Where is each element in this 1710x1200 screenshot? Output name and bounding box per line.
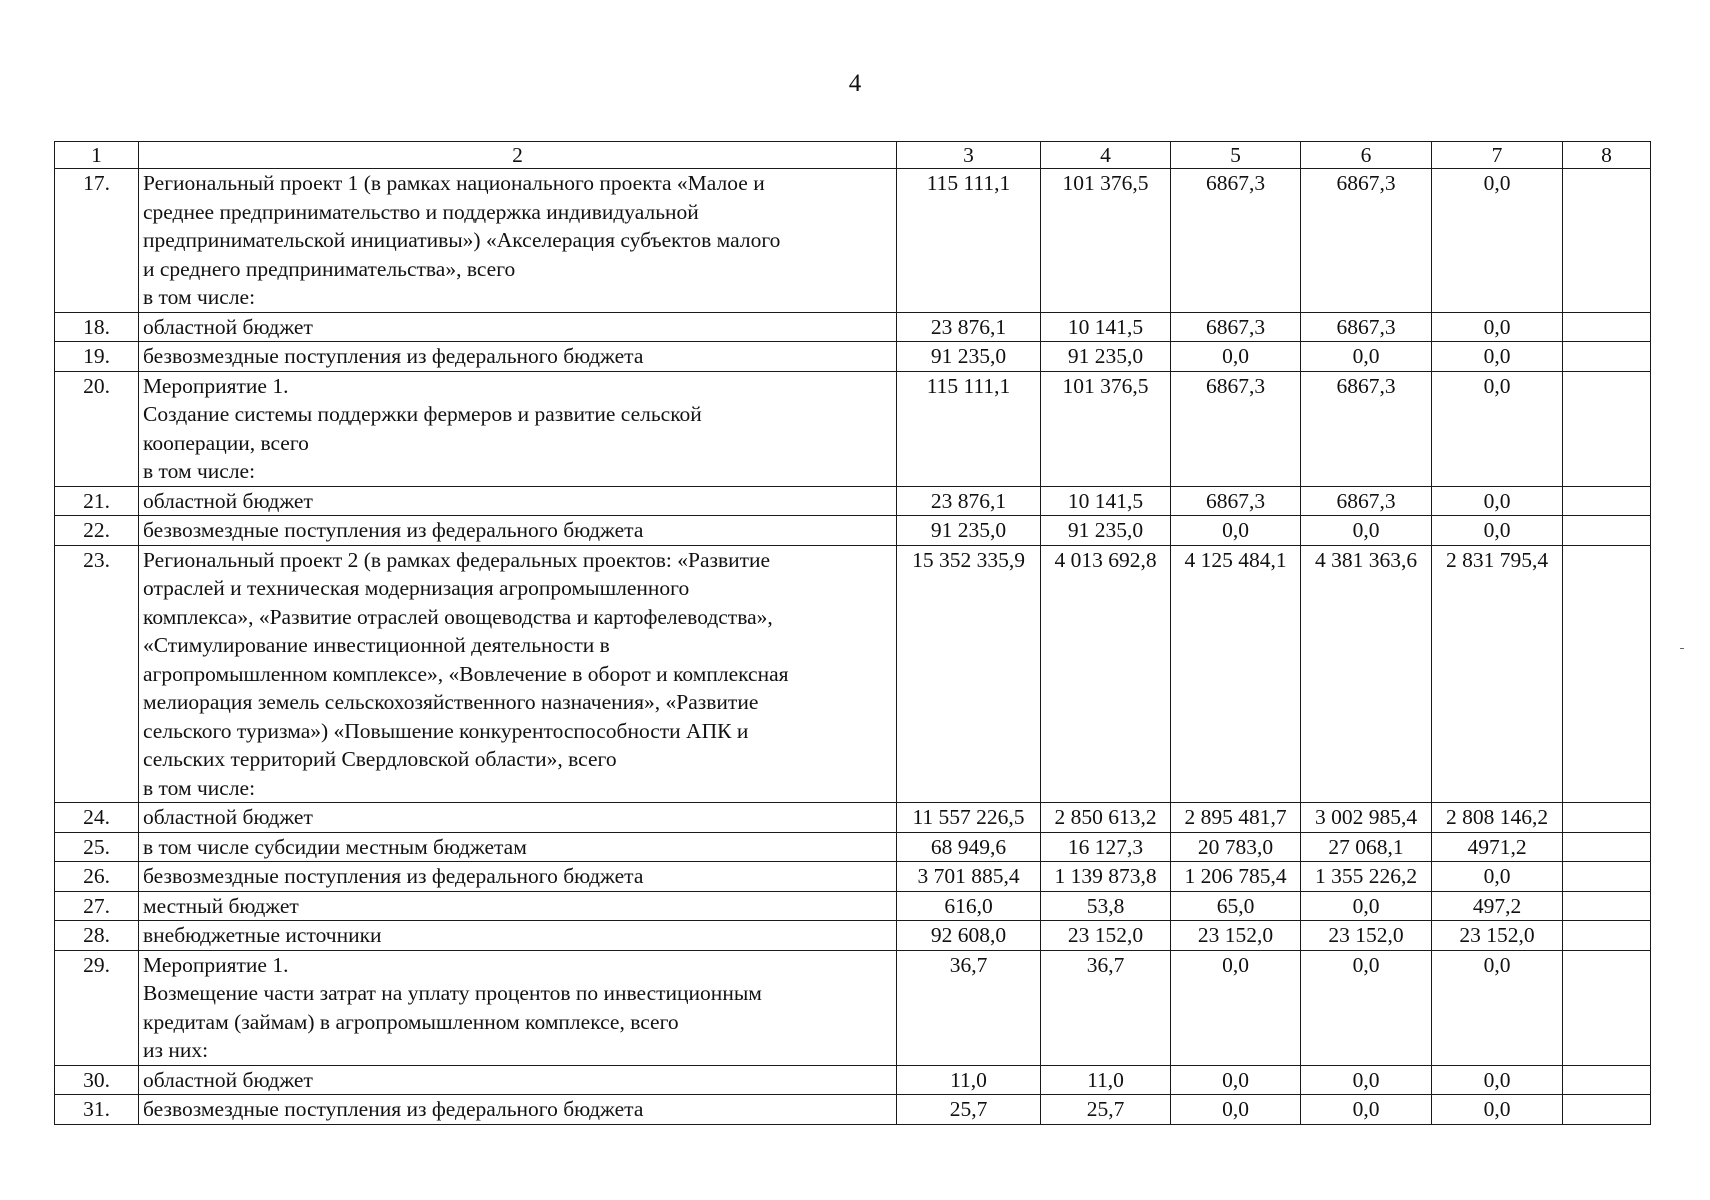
row-value: 4 381 363,6 [1301, 545, 1432, 803]
row-description: безвозмездные поступления из федерального бюджета [139, 1095, 897, 1125]
table-row [55, 516, 1651, 546]
column-header: 8 [1563, 142, 1651, 169]
row-value: 4 125 484,1 [1171, 545, 1301, 803]
table-header-row [55, 142, 1651, 169]
row-value: 2 831 795,4 [1432, 545, 1563, 803]
row-value: 0,0 [1301, 950, 1432, 1065]
row-value: 0,0 [1432, 312, 1563, 342]
row-value: 101 376,5 [1041, 169, 1171, 313]
row-value: 0,0 [1432, 1095, 1563, 1125]
row-value: 91 235,0 [1041, 516, 1171, 546]
table-row [55, 803, 1651, 833]
row-note [1563, 371, 1651, 486]
row-value: 0,0 [1301, 891, 1432, 921]
row-value: 23 152,0 [1301, 921, 1432, 951]
row-note [1563, 950, 1651, 1065]
table-body [55, 169, 1651, 1125]
row-value: 23 876,1 [897, 312, 1041, 342]
column-header: 4 [1041, 142, 1171, 169]
row-value: 0,0 [1432, 1065, 1563, 1095]
row-note [1563, 862, 1651, 892]
row-note [1563, 486, 1651, 516]
row-value: 0,0 [1432, 862, 1563, 892]
row-number: 22. [55, 516, 139, 546]
row-value: 91 235,0 [1041, 342, 1171, 372]
row-value: 11,0 [897, 1065, 1041, 1095]
row-value: 6867,3 [1171, 169, 1301, 313]
row-value: 6867,3 [1171, 371, 1301, 486]
row-number: 26. [55, 862, 139, 892]
row-number: 19. [55, 342, 139, 372]
row-value: 25,7 [897, 1095, 1041, 1125]
table-row [55, 832, 1651, 862]
table-row [55, 545, 1651, 803]
row-description: областной бюджет [139, 312, 897, 342]
row-value: 6867,3 [1171, 486, 1301, 516]
row-note [1563, 803, 1651, 833]
table-row [55, 950, 1651, 1065]
row-description: в том числе субсидии местным бюджетам [139, 832, 897, 862]
row-description: Мероприятие 1. Создание системы поддержки фермеров и развитие сельской кооперации, всего в том числе: [139, 371, 897, 486]
row-value: 65,0 [1171, 891, 1301, 921]
row-value: 20 783,0 [1171, 832, 1301, 862]
row-value: 0,0 [1301, 342, 1432, 372]
row-value: 0,0 [1432, 516, 1563, 546]
row-value: 3 701 885,4 [897, 862, 1041, 892]
row-value: 1 355 226,2 [1301, 862, 1432, 892]
row-value: 10 141,5 [1041, 312, 1171, 342]
row-value: 0,0 [1432, 486, 1563, 516]
table-row [55, 342, 1651, 372]
column-header: 6 [1301, 142, 1432, 169]
row-number: 29. [55, 950, 139, 1065]
column-header: 7 [1432, 142, 1563, 169]
row-number: 24. [55, 803, 139, 833]
row-number: 21. [55, 486, 139, 516]
row-value: 101 376,5 [1041, 371, 1171, 486]
row-description: безвозмездные поступления из федерального бюджета [139, 862, 897, 892]
row-value: 0,0 [1432, 342, 1563, 372]
table-row [55, 486, 1651, 516]
row-number: 17. [55, 169, 139, 313]
row-number: 27. [55, 891, 139, 921]
row-value: 68 949,6 [897, 832, 1041, 862]
row-note [1563, 1065, 1651, 1095]
row-note [1563, 545, 1651, 803]
row-description: областной бюджет [139, 486, 897, 516]
row-description: областной бюджет [139, 803, 897, 833]
row-value: 2 895 481,7 [1171, 803, 1301, 833]
row-value: 36,7 [1041, 950, 1171, 1065]
row-value: 6867,3 [1301, 371, 1432, 486]
row-value: 616,0 [897, 891, 1041, 921]
budget-table [54, 141, 1651, 1125]
row-value: 25,7 [1041, 1095, 1171, 1125]
row-description: Региональный проект 1 (в рамках национального проекта «Малое и среднее предпринимательство и поддержка индивидуальной предпринимательской инициативы») «Акселерация субъектов малого и среднего предпринимательства», всего в том числе: [139, 169, 897, 313]
row-value: 4 013 692,8 [1041, 545, 1171, 803]
row-value: 91 235,0 [897, 342, 1041, 372]
row-description: внебюджетные источники [139, 921, 897, 951]
row-description: безвозмездные поступления из федерального бюджета [139, 516, 897, 546]
row-description: Региональный проект 2 (в рамках федеральных проектов: «Развитие отраслей и техническая модернизация агропромышленного комплекса», «Развитие отраслей овощеводства и картофелеводства», «Стимулирование инвестиционной деятельности в агропромышленном комплексе», «Вовлечение в оборот и комплексная мелиорация земель сельскохозяйственного назначения», «Развитие сельского туризма») «Повышение конкурентоспособности АПК и сельских территорий Свердловской области», всего в том числе: [139, 545, 897, 803]
row-value: 23 152,0 [1432, 921, 1563, 951]
row-value: 497,2 [1432, 891, 1563, 921]
row-description: местный бюджет [139, 891, 897, 921]
table-row [55, 862, 1651, 892]
row-value: 0,0 [1171, 1095, 1301, 1125]
row-value: 6867,3 [1171, 312, 1301, 342]
row-value: 0,0 [1432, 950, 1563, 1065]
row-value: 2 850 613,2 [1041, 803, 1171, 833]
row-value: 11 557 226,5 [897, 803, 1041, 833]
row-description: Мероприятие 1. Возмещение части затрат на уплату процентов по инвестиционным кредитам (займам) в агропромышленном комплексе, всего из них: [139, 950, 897, 1065]
table-row [55, 312, 1651, 342]
row-number: 18. [55, 312, 139, 342]
row-note [1563, 312, 1651, 342]
column-header: 1 [55, 142, 139, 169]
row-note [1563, 342, 1651, 372]
page-number: 4 [848, 70, 862, 97]
row-note [1563, 832, 1651, 862]
row-note [1563, 891, 1651, 921]
row-value: 27 068,1 [1301, 832, 1432, 862]
row-value: 53,8 [1041, 891, 1171, 921]
row-number: 20. [55, 371, 139, 486]
row-value: 1 139 873,8 [1041, 862, 1171, 892]
row-note [1563, 921, 1651, 951]
table-row [55, 371, 1651, 486]
table-row [55, 169, 1651, 313]
row-note [1563, 169, 1651, 313]
row-number: 23. [55, 545, 139, 803]
row-value: 0,0 [1432, 169, 1563, 313]
row-value: 0,0 [1171, 1065, 1301, 1095]
row-value: 36,7 [897, 950, 1041, 1065]
row-value: 23 152,0 [1041, 921, 1171, 951]
row-value: 0,0 [1432, 371, 1563, 486]
row-description: безвозмездные поступления из федерального бюджета [139, 342, 897, 372]
row-value: 2 808 146,2 [1432, 803, 1563, 833]
row-description: областной бюджет [139, 1065, 897, 1095]
row-value: 11,0 [1041, 1065, 1171, 1095]
column-header: 3 [897, 142, 1041, 169]
table-row [55, 1065, 1651, 1095]
row-value: 0,0 [1301, 516, 1432, 546]
row-value: 92 608,0 [897, 921, 1041, 951]
row-value: 16 127,3 [1041, 832, 1171, 862]
row-value: 4971,2 [1432, 832, 1563, 862]
scan-artifact [1680, 648, 1684, 649]
row-value: 0,0 [1171, 516, 1301, 546]
row-number: 30. [55, 1065, 139, 1095]
row-value: 91 235,0 [897, 516, 1041, 546]
table-row [55, 1095, 1651, 1125]
row-value: 3 002 985,4 [1301, 803, 1432, 833]
row-value: 23 152,0 [1171, 921, 1301, 951]
row-number: 25. [55, 832, 139, 862]
row-value: 6867,3 [1301, 486, 1432, 516]
row-number: 28. [55, 921, 139, 951]
row-note [1563, 516, 1651, 546]
table-row [55, 891, 1651, 921]
row-value: 115 111,1 [897, 371, 1041, 486]
row-value: 15 352 335,9 [897, 545, 1041, 803]
row-value: 10 141,5 [1041, 486, 1171, 516]
column-header: 5 [1171, 142, 1301, 169]
row-value: 1 206 785,4 [1171, 862, 1301, 892]
row-number: 31. [55, 1095, 139, 1125]
row-value: 115 111,1 [897, 169, 1041, 313]
row-value: 0,0 [1171, 950, 1301, 1065]
row-value: 23 876,1 [897, 486, 1041, 516]
row-value: 6867,3 [1301, 169, 1432, 313]
row-value: 0,0 [1301, 1065, 1432, 1095]
column-header: 2 [139, 142, 897, 169]
table-row [55, 921, 1651, 951]
row-note [1563, 1095, 1651, 1125]
row-value: 0,0 [1301, 1095, 1432, 1125]
row-value: 6867,3 [1301, 312, 1432, 342]
row-value: 0,0 [1171, 342, 1301, 372]
